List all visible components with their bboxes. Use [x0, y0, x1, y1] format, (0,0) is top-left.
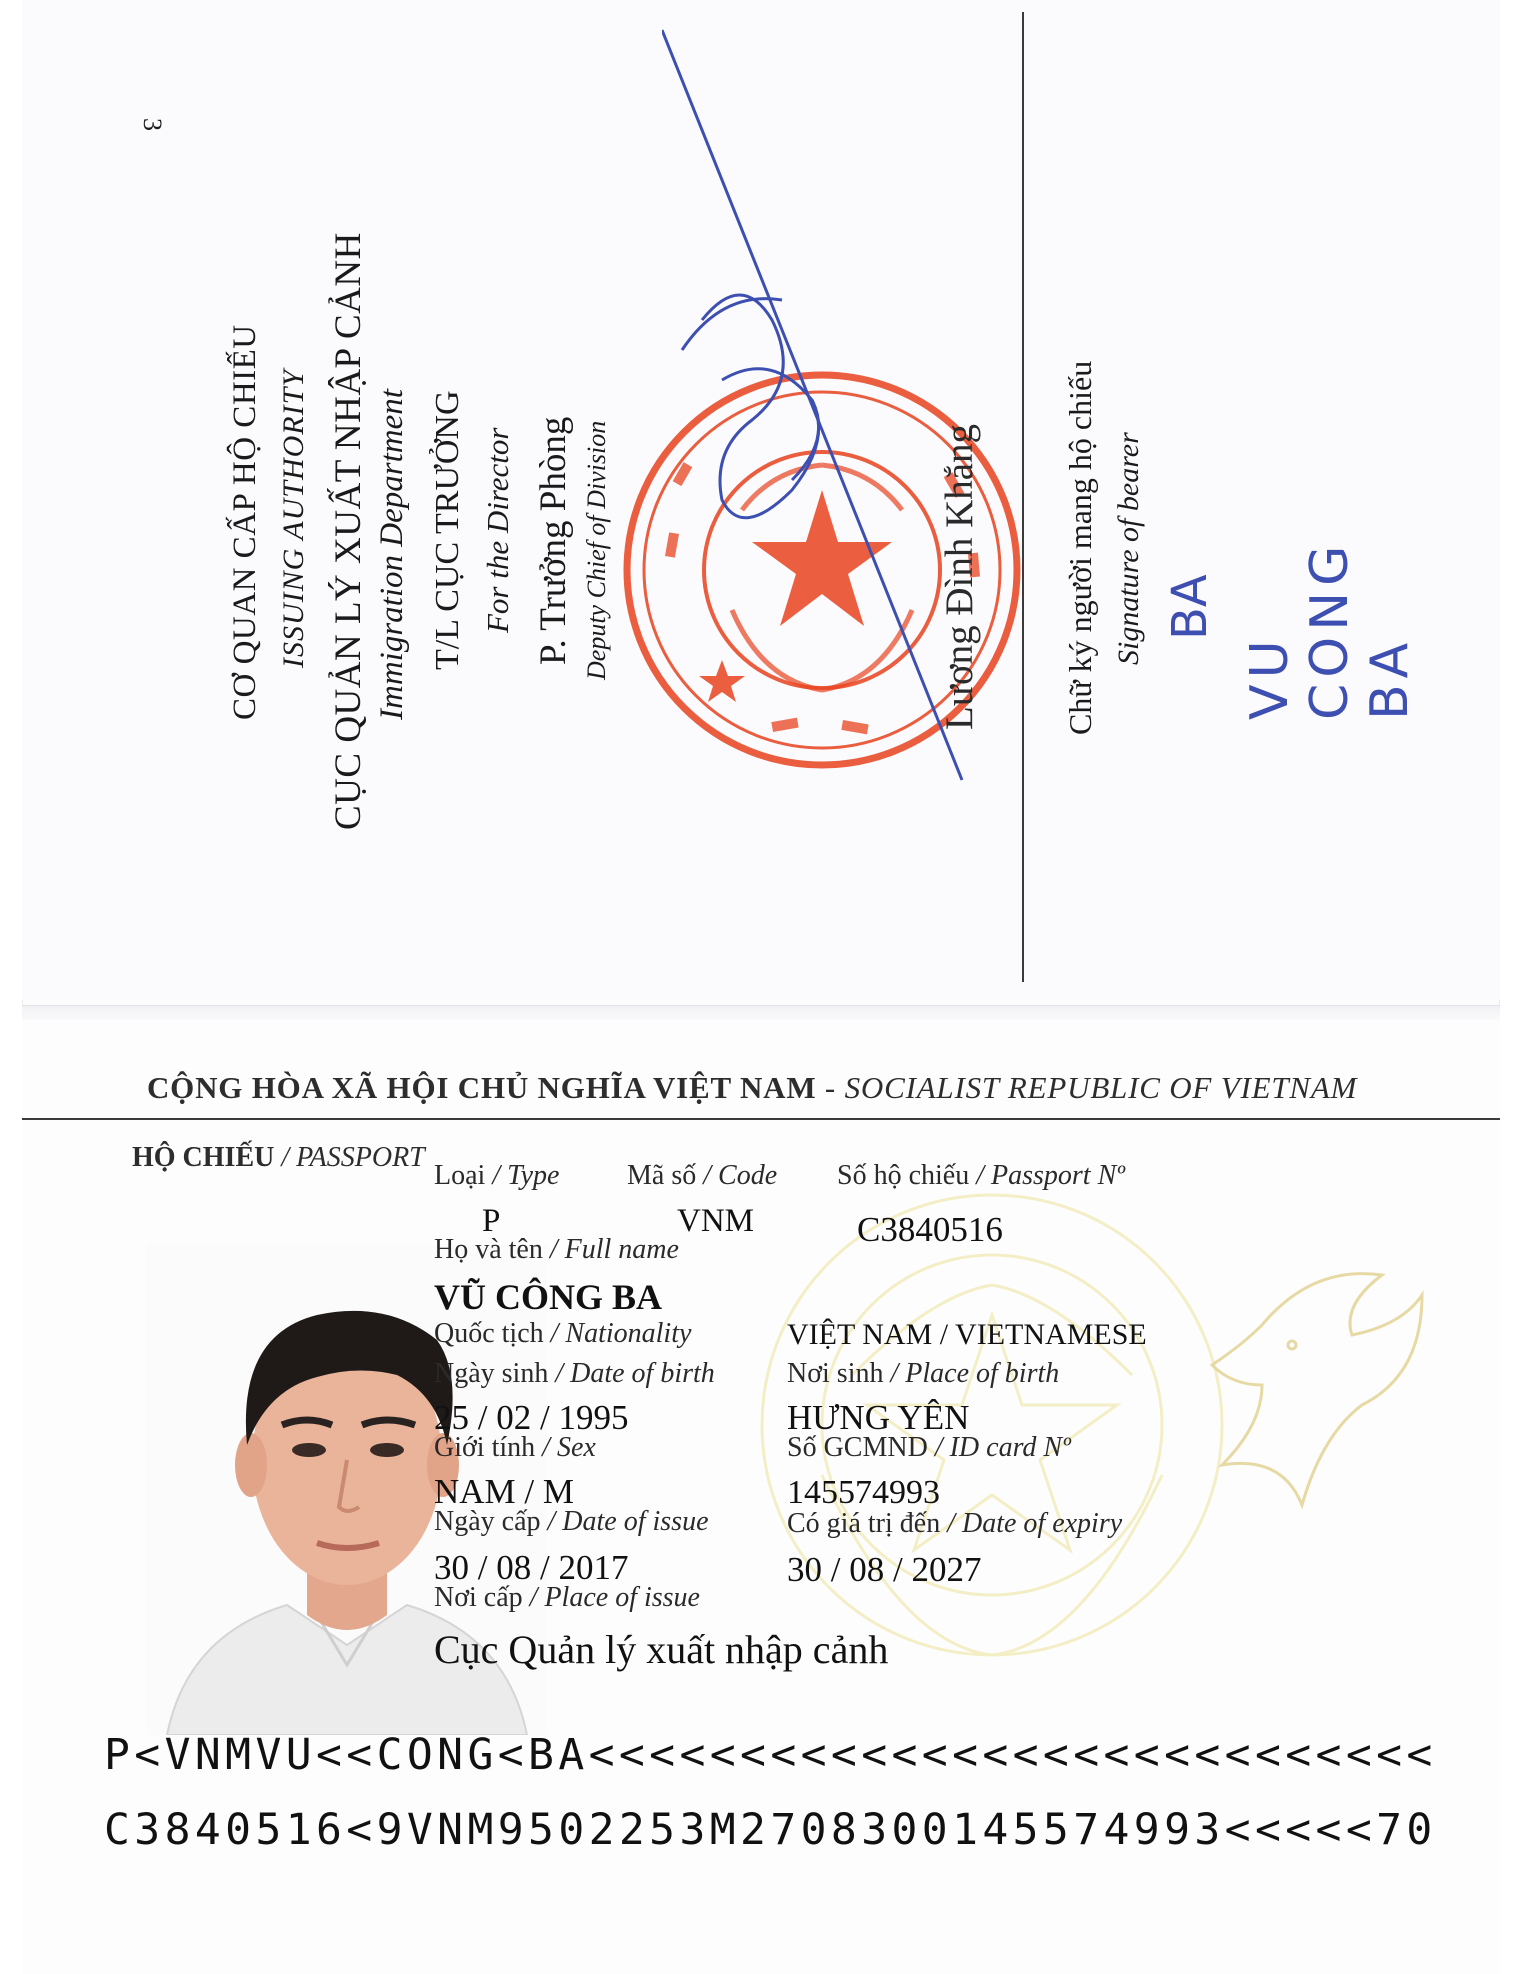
country-separator: -	[816, 1070, 845, 1105]
department-en: Immigration Department	[374, 389, 410, 720]
bearer-signature-label-en: Signature of bearer	[1112, 432, 1145, 665]
mrz-line-1: P<VNMVU<<CONG<BA<<<<<<<<<<<<<<<<<<<<<<<<<<<<	[104, 1730, 1437, 1780]
page-number: 3	[138, 118, 167, 131]
doc-title-vi: HỘ CHIẾU	[132, 1142, 275, 1173]
pob-value: HƯNG YÊN	[787, 1398, 970, 1437]
type-value: P	[482, 1203, 501, 1239]
dob-value: 25 / 02 / 1995	[434, 1398, 629, 1437]
place-of-issue-value: Cục Quản lý xuất nhập cảnh	[434, 1627, 889, 1672]
bearer-signature-short: BA	[1162, 574, 1218, 640]
country-header	[147, 1070, 1357, 1106]
doc-title-slash: /	[274, 1142, 297, 1173]
doc-title-en: PASSPORT	[296, 1142, 425, 1173]
sex-label: Giới tính / Sex	[434, 1432, 596, 1463]
id-card-value: 145574993	[787, 1474, 940, 1511]
header-rule	[22, 1118, 1500, 1120]
code-value: VNM	[677, 1203, 755, 1239]
dob-label: Ngày sinh / Date of birth	[434, 1358, 715, 1389]
passport-data-page	[22, 1020, 1500, 1974]
issuing-authority-vi: CƠ QUAN CẤP HỘ CHIẾU	[227, 324, 263, 720]
sex-value: NAM / M	[434, 1472, 575, 1511]
deputy-title-vi: P. Trưởng Phòng	[533, 416, 574, 665]
department-vi: CỤC QUẢN LÝ XUẤT NHẬP CẢNH	[328, 232, 369, 830]
deputy-title-en: Deputy Chief of Division	[582, 420, 611, 680]
country-name-en: SOCIALIST REPUBLIC OF VIETNAM	[844, 1070, 1358, 1105]
issuing-authority-en: ISSUING AUTHORITY	[277, 369, 310, 668]
place-of-issue-label: Nơi cấp / Place of issue	[434, 1582, 700, 1613]
type-label: Loại / Type	[434, 1160, 560, 1191]
for-director-en: For the Director	[480, 427, 515, 633]
endorsement-page	[22, 0, 1500, 1000]
issue-date-value: 30 / 08 / 2017	[434, 1548, 629, 1587]
bearer-signature-label-vi: Chữ ký người mang hộ chiếu	[1062, 360, 1098, 735]
passport-no-value: C3840516	[857, 1210, 1003, 1249]
mrz-line-2: C3840516<9VNM9502253M2708300145574993<<<<<70	[104, 1805, 1437, 1855]
official-signature-icon	[662, 20, 982, 800]
document-title	[132, 1142, 425, 1174]
country-name-vi: CỘNG HÒA XÃ HỘI CHỦ NGHĨA VIỆT NAM	[147, 1070, 817, 1105]
full-name-value: VŨ CÔNG BA	[434, 1277, 663, 1317]
for-director-vi: T/L CỤC TRƯỞNG	[429, 390, 466, 670]
full-name-label: Họ và tên / Full name	[434, 1234, 679, 1265]
nationality-label: Quốc tịch / Nationality	[434, 1318, 692, 1349]
code-label: Mã số / Code	[627, 1160, 778, 1191]
passport-no-label: Số hộ chiếu / Passport Nº	[837, 1160, 1125, 1191]
pob-label: Nơi sinh / Place of birth	[787, 1358, 1060, 1389]
signer-name: Lương Đình Khắng	[938, 423, 981, 730]
nationality-value: VIỆT NAM / VIETNAMESE	[787, 1318, 1147, 1351]
expiry-date-value: 30 / 08 / 2027	[787, 1550, 982, 1589]
bearer-signature-full: VU CONG BA	[1240, 539, 1420, 720]
issue-date-label: Ngày cấp / Date of issue	[434, 1506, 709, 1537]
id-card-label: Số GCMND / ID card Nº	[787, 1432, 1071, 1463]
page-fold	[22, 1005, 1500, 1020]
expiry-date-label: Có giá trị đến / Date of expiry	[787, 1508, 1123, 1539]
